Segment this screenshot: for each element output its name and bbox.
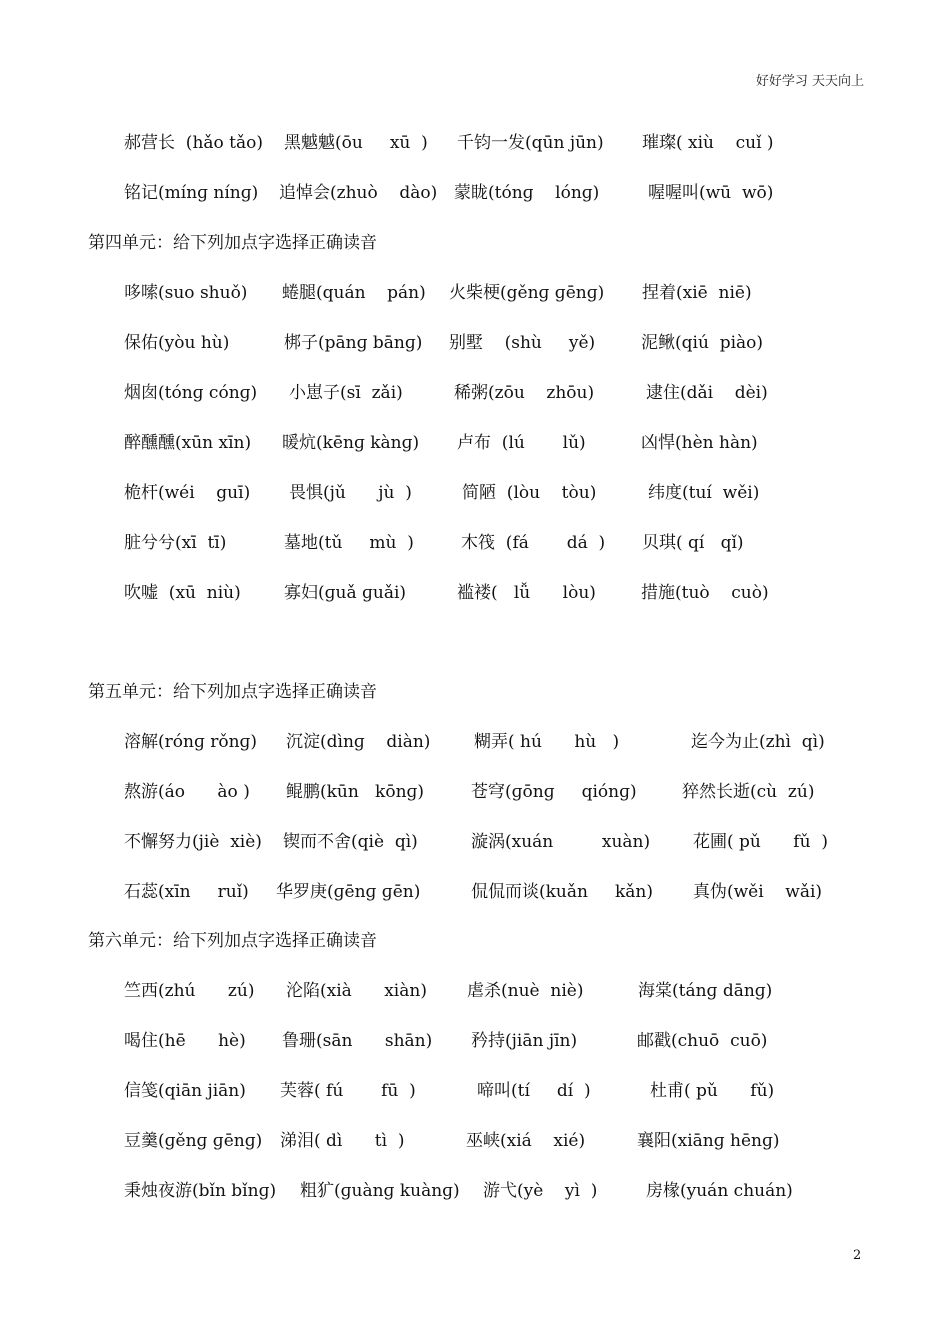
word-row [124,428,884,454]
word-item: 真伪(wěi wǎi) [693,882,823,902]
word-item: 铭记(mínɡ nínɡ) [124,183,259,203]
word-item: 侃侃而谈(kuǎn kǎn) [471,882,654,902]
word-item: 黑魆魆(ōu xū ) [284,133,428,153]
word-item: 巫峡(xiá xié) [466,1131,586,1151]
word-item: 稀粥(zōu zhōu) [454,383,595,403]
word-item: 糊弄( hú hù ) [474,732,620,752]
word-item: 沦陷(xià xiàn) [286,981,427,1001]
word-item: 逮住(dǎi dèi) [646,383,768,403]
word-item: 涕泪( dì tì ) [280,1131,405,1151]
word-row [124,976,884,1002]
word-item: 墓地(tǔ mù ) [284,533,414,553]
word-row [124,478,884,504]
word-row [124,827,884,853]
word-row [124,378,884,404]
word-item: 醉醺醺(xūn xīn) [124,433,252,453]
word-item: 捏着(xiē niē) [642,283,752,303]
word-item: 小崽子(sī zǎi) [289,383,403,403]
word-item: 贝琪( qí qǐ) [642,533,744,553]
word-item: 秉烛夜游(bǐn bǐnɡ) [124,1181,277,1201]
word-row [124,578,884,604]
word-item: 华罗庚(ɡēnɡ ɡēn) [276,882,421,902]
word-item: 鲁珊(sān shān) [282,1031,433,1051]
word-item: 海棠(tánɡ dānɡ) [638,981,773,1001]
word-item: 猝然长逝(cù zú) [682,782,815,802]
word-item: 信笺(qiān jiān) [124,1081,246,1101]
word-item: 芙蓉( fú fū ) [280,1081,416,1101]
word-row [124,1126,884,1152]
word-item: 哆嗦(suo shuǒ) [124,283,248,303]
word-item: 喝住(hē hè) [124,1031,246,1051]
word-item: 豆羹(ɡěnɡ ɡēnɡ) [124,1131,263,1151]
word-row [124,727,884,753]
word-row [124,328,884,354]
word-item: 梆子(pānɡ bānɡ) [284,333,423,353]
word-item: 漩涡(xuán xuàn) [471,832,651,852]
word-item: 溶解(rónɡ rǒnɡ) [124,732,258,752]
word-item: 虐杀(nuè niè) [467,981,584,1001]
word-item: 凶悍(hèn hàn) [641,433,758,453]
word-item: 喔喔叫(wū wō) [648,183,774,203]
word-item: 褴褛( lǚ lòu) [457,583,596,603]
word-item: 泥鳅(qiú piào) [641,333,764,353]
section-title-unit5: 第五单元：给下列加点字选择正确读音 [88,682,377,702]
word-item: 花圃( pǔ fǔ ) [693,832,828,852]
word-item: 鲲鹏(kūn kōnɡ) [286,782,425,802]
word-item: 暖炕(kēnɡ kànɡ) [282,433,420,453]
word-row [124,178,884,204]
word-item: 游弋(yè yì ) [483,1181,598,1201]
word-row [124,528,884,554]
word-item: 卢布 (lú lǔ) [457,433,586,453]
word-item: 矜持(jiān jīn) [471,1031,578,1051]
word-item: 竺西(zhú zú) [124,981,255,1001]
word-item: 脏兮兮(xī tī) [124,533,227,553]
word-row [124,877,884,903]
word-item: 邮戳(chuō cuō) [637,1031,768,1051]
word-item: 纬度(tuí wěi) [648,483,760,503]
word-item: 迄今为止(zhì qì) [691,732,825,752]
word-row [124,1076,884,1102]
word-item: 璀璨( xiù cuǐ ) [642,133,774,153]
word-row [124,777,884,803]
word-row [124,1176,884,1202]
word-item: 保佑(yòu hù) [124,333,230,353]
word-item: 桅杆(wéi guī) [124,483,251,503]
word-item: 蒙眬(tónɡ lónɡ) [454,183,600,203]
word-item: 杜甫( pǔ fǔ) [650,1081,775,1101]
word-item: 沉淀(dìnɡ diàn) [286,732,431,752]
section-title-unit6: 第六单元：给下列加点字选择正确读音 [88,931,377,951]
word-item: 锲而不舍(qiè qì) [283,832,418,852]
word-item: 火柴梗(gěnɡ ɡēnɡ) [449,283,605,303]
word-item: 畏惧(jǔ jù ) [289,483,412,503]
word-item: 襄阳(xiānɡ hēnɡ) [637,1131,780,1151]
word-item: 措施(tuò cuò) [641,583,769,603]
word-item: 追悼会(zhuò dào) [279,183,438,203]
word-row [124,128,884,154]
word-item: 千钧一发(qūn jūn) [457,133,604,153]
word-item: 苍穹(ɡōnɡ qiónɡ) [471,782,637,802]
word-item: 吹嘘 (xū niù) [124,583,241,603]
word-item: 房椽(yuán chuán) [646,1181,793,1201]
word-item: 郝营长 (hǎo tǎo) [124,133,263,153]
word-row [124,278,884,304]
word-item: 别墅 (shù yě) [449,333,596,353]
word-item: 粗犷(ɡuànɡ kuànɡ) [300,1181,460,1201]
word-item: 啼叫(tí dí ) [477,1081,591,1101]
word-item: 蜷腿(quán pán) [282,283,426,303]
word-row [124,1026,884,1052]
word-item: 不懈努力(jiè xiè) [124,832,262,852]
word-item: 烟囱(tónɡ cónɡ) [124,383,258,403]
page-header: 好好学习 天天向上 [755,74,864,89]
page-number: 2 [853,1248,862,1263]
word-item: 寡妇(ɡuǎ ɡuǎi) [284,583,407,603]
word-item: 熬游(áo ào ) [124,782,250,802]
word-item: 石蕊(xīn ruǐ) [124,882,249,902]
word-item: 木筏 (fá dá ) [461,533,606,553]
section-title-unit4: 第四单元：给下列加点字选择正确读音 [88,233,377,253]
word-item: 简陋 (lòu tòu) [462,483,597,503]
